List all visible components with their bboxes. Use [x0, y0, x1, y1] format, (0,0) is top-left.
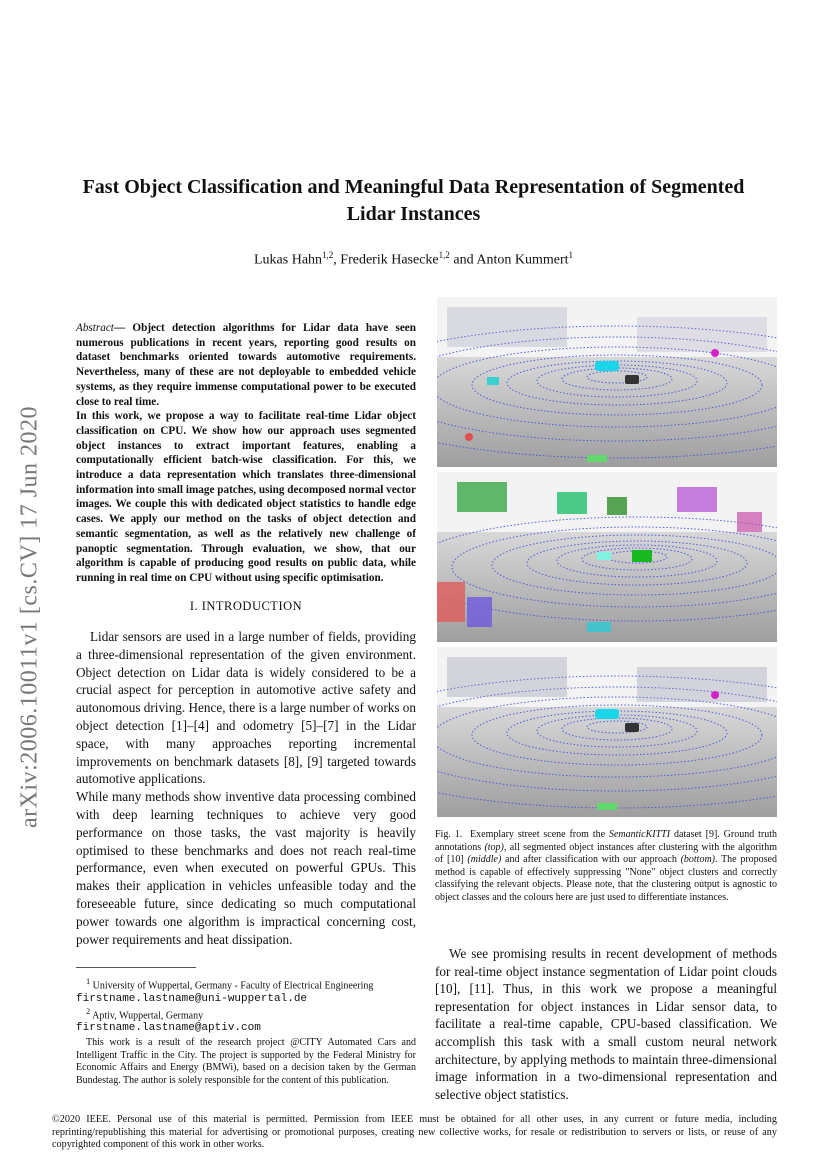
author-list [60, 250, 767, 269]
caption-bottom: (bottom) [680, 854, 716, 866]
caption-middle: (middle) [467, 854, 502, 866]
intro-paragraph: While many methods show inventive data processing combined with deep learning techniques to achieve very good performance on those tasks, the vast majority is heavily optimised to these benchmarks and does not reach real-time performance, even when executed on powerful GPUs. This makes their application in vehicles unfeasible today and the foreseeable future, since dedicating so much computational power towards one algorithm is impractical concerning cost, power requirements and heat dissipation. [76, 789, 416, 947]
body-paragraph: We see promising results in recent development of methods for real-time object instance segmentation of Lidar point clouds [10], [11]. Thus, in this work we propose a meaningful representation for object instances in Lidar sensor data, to facilitate a real-time capable, CPU-based classification. We accomplish this task with a small custom neural network architecture, by applying methods to maintain three-dimensional image information in a two-dimensional representation and selective object statistics. [435, 946, 777, 1102]
object-car [595, 361, 619, 371]
object-vegetation [597, 803, 617, 810]
object-vegetation [587, 455, 607, 462]
paper-title: Fast Object Classification and Meaningful Data Representation of Segmented Lidar Instances [82, 176, 745, 225]
funding-note: This work is a result of the research project @CITY Automated Cars and Intelligent Traffic in the City. The project is supported by the Federal Ministry for Economic Affairs and Energy (BMWi), based on a decision taken by the German Bundestag. The author is solely responsible for the content of this publication. [76, 1037, 416, 1086]
copyright-text: ©2020 IEEE. Personal use of this material is permitted. Permission from IEEE must be obtained for all other uses, in any current or future media, including reprinting/republishing this material for advertising or promotional purposes, creating new collective works, for resale or redistribution to servers or lists, or reuse of any copyrighted component of this work in other works. [52, 1114, 777, 1151]
caption-part: , all segmented object instances after clustering with the algorithm of [10] [435, 841, 777, 866]
footnote-2 [76, 1006, 416, 1023]
lidar-panel-middle [437, 472, 777, 642]
figure-lidar-scenes [437, 297, 777, 817]
intro-paragraph: Lidar sensors are used in a large number of fields, providing a three-dimensional representation of the given environment. Object detection on Lidar data is widely considered to be a crucial aspect for perception in automotive active safety and autonomous driving. Hence, there is a large number of works on object detection [1]–[4] and odometry [5]–[7] in the Lidar space, with many approaches reporting incremental improvements on benchmark datasets [8], [9] targeted towards automotive applications. [76, 629, 416, 787]
author-name: Frederik Hasecke [340, 252, 439, 268]
object-vehicle [625, 723, 639, 732]
caption-dataset: SemanticKITTI [608, 829, 671, 840]
object-small [487, 377, 499, 385]
caption-part: and after classification with our approach [501, 854, 681, 866]
caption-part: . The proposed method is capable of effectively suppressing "None" object clusters and correctly classifying the relevant objects. Please note, that the clustering output is agnostic to object classes and the colours here are just used to differentiate instances. [435, 854, 777, 903]
footnote-1 [76, 976, 416, 993]
abstract-label: Abstract [76, 322, 114, 334]
author-affiliation: 1,2 [322, 250, 334, 260]
object-pedestrian [711, 691, 719, 699]
footnote-text: University of Wuppertal, Germany - Faculty of Electrical Engineering [92, 980, 374, 992]
author-separator: , [333, 252, 341, 268]
caption-label: Fig. 1. [435, 829, 463, 840]
lidar-panel-top [437, 297, 777, 467]
footnote-email: firstname.lastname@uni-wuppertal.de [76, 992, 308, 1005]
arxiv-stamp [10, 382, 50, 852]
abstract-text: — Object detection algorithms for Lidar data have seen numerous publications in recent years, reporting good results on dataset benchmarks oriented towards automotive requirements. Nevertheless, many of these are not deployable to embedded vehicle systems, as they require immense computational power to be executed close to real time. [76, 322, 416, 408]
arxiv-stamp-text: arXiv:2006.10011v1 [cs.CV] 17 Jun 2020 [16, 405, 43, 829]
object-cyclist [465, 433, 473, 441]
footnote-mark: 1 [86, 977, 91, 986]
caption-part: Exemplary street scene from the [470, 829, 609, 840]
introduction-body [76, 628, 416, 948]
footnote-email: firstname.lastname@aptiv.com [76, 1022, 261, 1035]
author-name: Anton Kummert [476, 252, 569, 268]
section-heading: I. INTRODUCTION [189, 599, 303, 613]
footnotes [76, 976, 416, 1087]
object-car [595, 709, 619, 719]
caption-text [435, 829, 777, 905]
abstract-paragraph [76, 321, 416, 409]
author-name: Lukas Hahn [254, 252, 323, 268]
figure-caption [435, 829, 777, 905]
right-column-body [435, 945, 777, 1103]
abstract [76, 321, 416, 586]
caption-top: (top) [484, 841, 504, 853]
footnote-mark: 2 [86, 1006, 91, 1016]
author-affiliation: 1,2 [438, 250, 450, 260]
object-pedestrian [711, 349, 719, 357]
footnote-rule [76, 967, 196, 968]
lidar-panel-bottom [437, 647, 777, 817]
object-vehicle [625, 375, 639, 384]
author-affiliation: 1 [568, 250, 573, 260]
caption-part: dataset [9]. Ground truth annotations [435, 829, 778, 853]
footnote-text: Aptiv, Wuppertal, Germany [92, 1009, 204, 1021]
abstract-paragraph-2: In this work, we propose a way to facilitate real-time Lidar object classification on CPU. We show how our approach uses segmented object instances to extract important features, enabling a computationally efficient batch-wise classification. For this, we introduce a data representation which translates three-dimensional information into small image patches, using decomposed normal vector images. We couple this with dedicated object statistics to handle edge cases. We apply our method on the tasks of object detection and semantic segmentation, as well as the relatively new challenge of panoptic segmentation. Through evaluation, we show, that our algorithm is capable of producing good results on public data, while running in real time on CPU without using specific optimisation. [76, 410, 416, 584]
copyright-notice [52, 1114, 777, 1152]
author-separator: and [449, 252, 477, 268]
